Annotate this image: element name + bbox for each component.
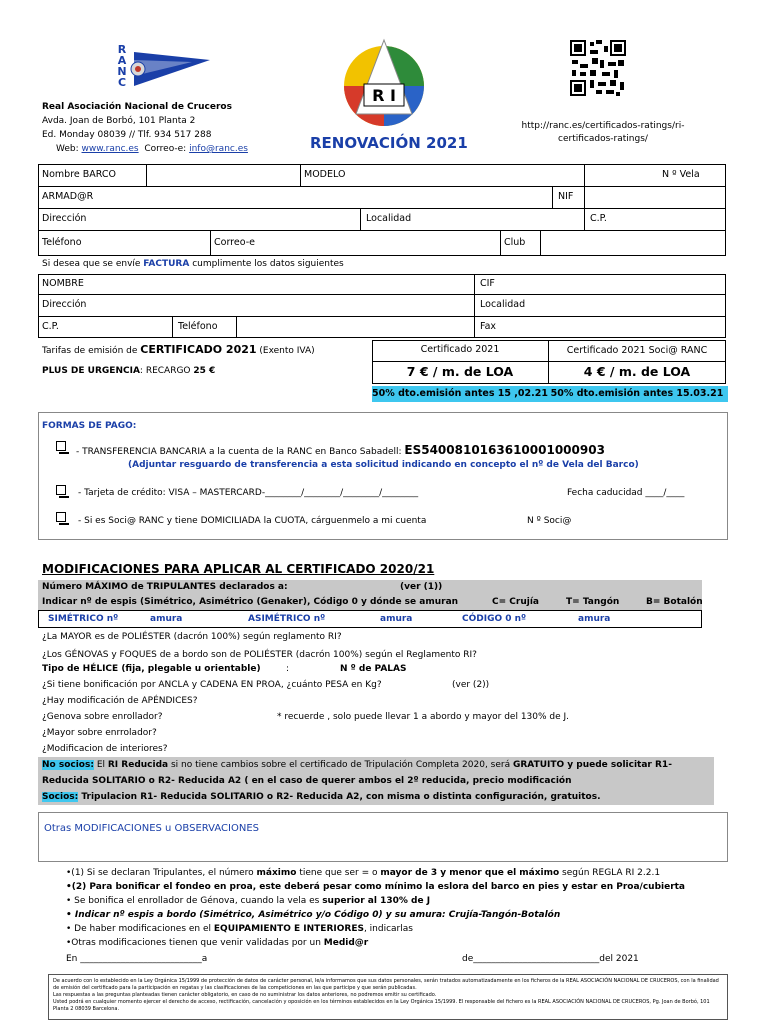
n-socio-label: N º Soci@ — [527, 516, 572, 526]
label-factura-telefono: Teléfono — [178, 321, 218, 332]
label-n-vela: N º Vela — [662, 169, 700, 180]
socios-line: Socios: Tripulacion R1- Reducida SOLITARIO o R2- Reducida A2, con misma o distinta configuración, gratuitos. — [42, 792, 601, 802]
checkbox-transferencia[interactable] — [56, 441, 66, 451]
label-club: Club — [504, 237, 526, 248]
q-mayor: ¿La MAYOR es de POLIÉSTER (dacrón 100%) según reglamento RI? — [42, 632, 342, 642]
lugar-fecha-de: de____________________________del 2021 — [462, 954, 639, 964]
nosocios-line2: Reducida SOLITARIO o R2- Reducida A2 ( en el caso de querer ambos el 2º reducida, precio modificación — [42, 776, 572, 786]
q-genovas: ¿Los GÉNOVAS y FOQUES de a bordo son de POLIÉSTER (dacrón 100%) según el Reglamento RI? — [42, 650, 477, 660]
nota-5: • De haber modificaciones en el EQUIPAMIENTO E INTERIORES, indicarlas — [66, 924, 413, 934]
tarifa-col2-price: 4 € / m. de LOA — [583, 364, 691, 379]
label-factura-cp: C.P. — [42, 321, 59, 332]
domiciliada-text: - Si es Soci@ RANC y tiene DOMICILIADA la CUOTA, cárguenmelo a mi cuenta — [78, 516, 427, 526]
org-address-1: Avda. Joan de Borbó, 101 Planta 2 — [42, 116, 196, 126]
label-direccion: Dirección — [42, 213, 87, 224]
lugar-fecha-en: En ___________________________a — [66, 954, 208, 964]
label-factura-nombre: NOMBRE — [42, 278, 84, 289]
ranc-logo-letters: R A N C — [117, 43, 127, 89]
dto-col2: 50% dto.emisión antes 15.03.21 — [550, 388, 724, 399]
email-link[interactable]: info@ranc.es — [189, 144, 248, 154]
transferencia-note: (Adjuntar resguardo de transferencia a esta solicitud indicando en concepto el nº de Vela del Barco) — [128, 460, 639, 470]
asimetrico-label: ASIMÉTRICO nº — [248, 614, 326, 624]
org-address-2: Ed. Monday 08039 // Tlf. 934 517 288 — [42, 130, 212, 140]
checkbox-tarjeta[interactable] — [56, 485, 66, 495]
pago-title: FORMAS DE PAGO: — [42, 421, 137, 431]
legal-text-3: Usted podrá en cualquier momento ejercer el derecho de acceso, rectificación, cancelación y oposición en los términos establecidos en la Ley Orgánica 15/1999. El responsable del fichero es la REAL ASOCIACIÓN NACIONAL DE CRUCEROS, Pg. Joan de Borbó, 101 Planta 2 08039 Barcelona. — [53, 999, 710, 1012]
label-correo: Correo-e — [214, 237, 255, 248]
crujia-label: C= Crujía — [492, 597, 539, 607]
asimetrico-amura: amura — [380, 614, 413, 624]
label-telefono: Teléfono — [42, 237, 82, 248]
tarifa-col1-price: 7 € / m. de LOA — [406, 364, 514, 379]
caducidad-text: Fecha caducidad ____/____ — [567, 488, 685, 498]
label-factura-cif: CIF — [480, 278, 495, 289]
recuerde-note: * recuerde , solo puede llevar 1 a abordo y mayor del 130% de J. — [277, 712, 570, 722]
legal-box — [48, 974, 728, 1020]
label-nombre-barco: Nombre BARCO — [42, 169, 117, 180]
nosocios-line1: No socios: El RI Reducida si no tiene cambios sobre el certificado de Tripulación Completa 2020, será GRATUITO y puede solicitar R1- — [42, 760, 672, 770]
q-ancla: ¿Si tiene bonificación por ANCLA y CADENA EN PROA, ¿cuánto PESA en Kg? — [42, 680, 382, 690]
q-helice: Tipo de HÉLICE (fija, plegable u orientable) — [42, 664, 261, 674]
tangon-label: T= Tangón — [566, 597, 620, 607]
modificaciones-title: MODIFICACIONES PARA APLICAR AL CERTIFICADO 2020/21 — [42, 562, 435, 576]
org-name: Real Asociación Nacional de Cruceros — [42, 102, 232, 112]
otras-box[interactable] — [38, 812, 728, 862]
otras-title: Otras MODIFICACIONES u OBSERVACIONES — [44, 823, 259, 834]
label-modelo: MODELO — [304, 169, 346, 180]
qr-code — [568, 38, 628, 98]
label-armador: ARMAD@R — [42, 191, 94, 202]
ver1-label: (ver (1)) — [400, 582, 443, 592]
certificates-url[interactable]: http://ranc.es/certificados-ratings/ri- certificados-ratings/ — [521, 121, 685, 144]
nota-4: • Indicar nº espis a bordo (Simétrico, Asimétrico y/o Código 0) y su amura: Crujía-Tangón-Botalón — [66, 910, 561, 920]
checkbox-domiciliada[interactable] — [56, 512, 66, 522]
dto-col1: 50% dto.emisión antes 15 ,02.21 — [372, 388, 548, 399]
tarifa-col1-head: Certificado 2021 — [420, 344, 500, 355]
factura-table — [38, 274, 726, 338]
q-palas: N º de PALAS — [340, 664, 407, 674]
codigo-label: CÓDIGO 0 nº — [462, 614, 527, 624]
botalon-label: B= Botalón — [646, 597, 703, 607]
label-localidad: Localidad — [366, 213, 412, 224]
ver2-label: (ver (2)) — [452, 680, 490, 690]
q-genova-enrollador: ¿Genova sobre enrollador? — [42, 712, 163, 722]
urgencia-label: PLUS DE URGENCIA: RECARGO 25 € — [42, 366, 216, 376]
codigo-amura: amura — [578, 614, 611, 624]
espis-label: Indicar nº de espis (Simétrico, Asimétrico (Genaker), Código 0 y dónde se amuran — [42, 597, 459, 607]
org-web-line: Web: www.ranc.es Correo-e: info@ranc.es — [56, 144, 248, 154]
label-factura-direccion: Dirección — [42, 299, 87, 310]
nota-2: •(2) Para bonificar el fondeo en proa, este deberá pesar como mínimo la eslora del barco en pies y estar en Proa/cubierta — [66, 882, 686, 892]
label-factura-localidad: Localidad — [480, 299, 526, 310]
nota-1: •(1) Si se declaran Tripulantes, el número máximo tiene que ser = o mayor de 3 y menor que el máximo según REGLA RI 2.2.1 — [66, 868, 661, 878]
label-nif: NIF — [558, 191, 574, 202]
q-interiores: ¿Modificacion de interiores? — [42, 744, 168, 754]
page-title: RENOVACIÓN 2021 — [310, 134, 468, 152]
q-mayor-enrollador: ¿Mayor sobre enrrolador? — [42, 728, 157, 738]
legal-text-2: Las respuestas a las preguntas planteadas tienen carácter obligatorio, en caso de no suministrar los datos anteriores, no podremos emitir su certificado. — [53, 992, 437, 998]
label-cp: C.P. — [590, 213, 607, 224]
ri-logo — [340, 36, 428, 128]
label-factura-fax: Fax — [480, 321, 497, 332]
web-link[interactable]: www.ranc.es — [81, 144, 139, 154]
boat-table — [38, 164, 726, 256]
ri-logo-text: R I — [372, 86, 396, 105]
q-helice-colon: : — [286, 664, 290, 674]
tarifa-col2-head: Certificado 2021 Soci@ RANC — [566, 345, 708, 356]
simetrico-amura: amura — [150, 614, 183, 624]
tripulantes-label: Número MÁXIMO de TRIPULANTES declarados a: — [42, 582, 288, 592]
nota-3: • Se bonifica el enrollador de Génova, cuando la vela es superior al 130% de J — [66, 896, 431, 906]
factura-intro: Si desea que se envíe FACTURA cumplimente los datos siguientes — [42, 259, 344, 269]
tarifas-label: Tarifas de emisión de CERTIFICADO 2021 (Exento IVA) — [42, 343, 315, 356]
legal-text-1: De acuerdo con lo establecido en la Ley Orgánica 15/1999 de protección de datos de carácter personal, le/a informamos que sus datos personales, serán tratados automatizadamente en los ficheros de la REAL ASOCIACIÓN NACIONAL DE CRUCEROS, con la finalidad de emisión del certificado para la participación en regatas y las clasificaciones de las competiciones en las que participe y que serán publicadas. — [53, 978, 719, 991]
simetrico-label: SIMÉTRICO nº — [48, 614, 119, 624]
q-apendices: ¿Hay modificación de APÉNDICES? — [42, 696, 198, 706]
tarjeta-text: - Tarjeta de crédito: VISA – MASTERCARD-________/________/________/________ — [78, 488, 419, 498]
nota-6: •Otras modificaciones tienen que venir validadas por un Medid@r — [66, 938, 369, 948]
transferencia-text: - TRANSFERENCIA BANCARIA a la cuenta de la RANC en Banco Sabadell: ES5400810163610001000903 — [76, 443, 605, 457]
